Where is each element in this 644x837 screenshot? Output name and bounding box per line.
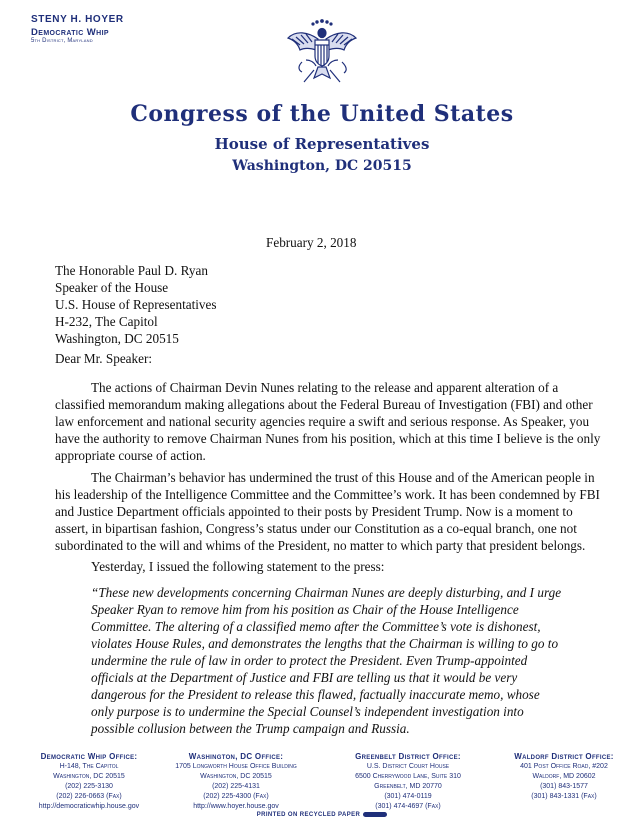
paragraph-line: and Justice Department officials appointed to their posts by President Trump. Now is a moment to: [55, 504, 573, 519]
quote-line: “These new developments concerning Chairman Nunes are deeply disturbing, and I urge: [91, 585, 562, 600]
paragraph-line: The actions of Chairman Devin Nunes relating to the release and apparent alteration of a: [91, 380, 559, 395]
office-line: U.S. District Court House: [366, 763, 450, 770]
office-line: 6500 Cherrywood Lane, Suite 310: [355, 773, 461, 780]
paragraph-1: [55, 379, 615, 464]
office-greenbelt: [340, 752, 476, 812]
office-line: H-148, The Capitol: [59, 763, 119, 770]
addressee-line: H-232, The Capitol: [55, 314, 158, 329]
quote-line: possible collusion between the Trump campaign and Russia.: [91, 721, 410, 736]
member-header: [31, 14, 124, 46]
office-heading: Greenbelt District Office:: [355, 752, 461, 761]
addressee-line: Speaker of the House: [55, 280, 169, 295]
addressee-line: U.S. House of Representatives: [55, 297, 217, 312]
office-line: 401 Post Office Road, #202: [520, 763, 608, 770]
paragraph-line: classified memorandum making allegations about the Federal Bureau of Investigation (FBI) and other: [55, 397, 593, 412]
paragraph-3: Yesterday, I issued the following statement to the press:: [91, 559, 385, 574]
office-link[interactable]: http://democraticwhip.house.gov: [38, 803, 140, 810]
letterhead-congress: Congress of the United States: [130, 101, 514, 127]
salutation: Dear Mr. Speaker:: [55, 351, 153, 366]
quote-line: Committee. The altering of a classified memo after the Committee’s vote is dishonest,: [91, 619, 541, 634]
paragraph-line: law enforcement and national security agencies require a swift and serious response. As Speaker, you: [55, 414, 590, 429]
member-district: 5th District, Maryland: [31, 38, 93, 45]
office-heading: Waldorf District Office:: [514, 752, 614, 761]
paragraph-2: [55, 469, 615, 554]
office-line: Waldorf, MD 20602: [532, 773, 596, 780]
eagle-seal-icon: [284, 12, 360, 88]
quote-line: violates House Rules, and demonstrates the lengths that the Chairman is willing to go to: [91, 636, 559, 651]
letterhead-house: House of Representatives: [214, 135, 430, 153]
paragraph-line: have the authority to remove Chairman Nunes from his position, which at this time I believe is the only: [55, 431, 601, 446]
letterhead-city: Washington, DC 20515: [232, 158, 412, 174]
recycled-paper-notice: [0, 812, 644, 818]
quote-line: dangerous for the President to release this flawed, factually inaccurate memo, whose: [91, 687, 540, 702]
office-line: Washington, DC 20515: [53, 773, 125, 780]
addressee-block: [55, 262, 217, 347]
member-name: STENY H. HOYER: [31, 14, 124, 25]
office-line: (202) 225-4131: [212, 783, 260, 790]
letter-date: February 2, 2018: [266, 235, 357, 250]
addressee-line: The Honorable Paul D. Ryan: [55, 263, 208, 278]
office-line: 1705 Longworth House Office Building: [175, 763, 297, 770]
office-line: Greenbelt, MD 20770: [374, 783, 442, 790]
paragraph-line: his leadership of the Intelligence Committee and the Committee’s work. It has been condemned by FBI: [55, 487, 600, 502]
paragraph-line: assert, in bipartisan fashion, Congress’s status under our Constitution as a co-equal branch, one not: [55, 521, 577, 536]
paragraph-line: appropriate course of action.: [55, 448, 206, 463]
quote-line: undermine the rule of law in order to protect the President. Even Trump-appointed: [91, 653, 528, 668]
office-democratic-whip: [24, 752, 154, 812]
office-line: (202) 225-3130: [65, 783, 113, 790]
member-title: Democratic Whip: [31, 26, 110, 38]
office-line: (301) 843-1331 (Fax): [531, 793, 597, 800]
paragraph-line: subordinated to the will and whims of the President, no matter to which party that president belongs.: [55, 538, 586, 553]
addressee-line: Washington, DC 20515: [55, 331, 179, 346]
office-line: (202) 225-4300 (Fax): [203, 793, 269, 800]
recycle-logo-icon: [363, 812, 387, 817]
office-line: (301) 843-1577: [540, 783, 588, 790]
office-heading: Washington, DC Office:: [188, 752, 284, 761]
office-link[interactable]: http://www.hoyer.house.gov: [193, 803, 279, 810]
office-washington-dc: [166, 752, 306, 812]
office-line: (202) 226-0663 (Fax): [56, 793, 122, 800]
paragraph-line: The Chairman’s behavior has undermined the trust of this House and of the American people in: [91, 470, 595, 485]
office-waldorf: [495, 752, 633, 802]
quote-line: only purpose is to undermine the Special Counsel’s independent investigation into: [91, 704, 524, 719]
quote-line: Speaker Ryan to remove him from his position as Chair of the House Intelligence: [91, 602, 519, 617]
recycled-paper-text: PRINTED ON RECYCLED PAPER: [256, 812, 361, 819]
office-line: (301) 474-4697 (Fax): [375, 803, 441, 810]
quote-line: officials at the Department of Justice and FBI are telling us that it would be very: [91, 670, 518, 685]
press-statement-quote: [91, 584, 611, 737]
office-line: Washington, DC 20515: [200, 773, 272, 780]
office-line: (301) 474-0119: [384, 793, 432, 800]
office-heading: Democratic Whip Office:: [40, 752, 138, 761]
